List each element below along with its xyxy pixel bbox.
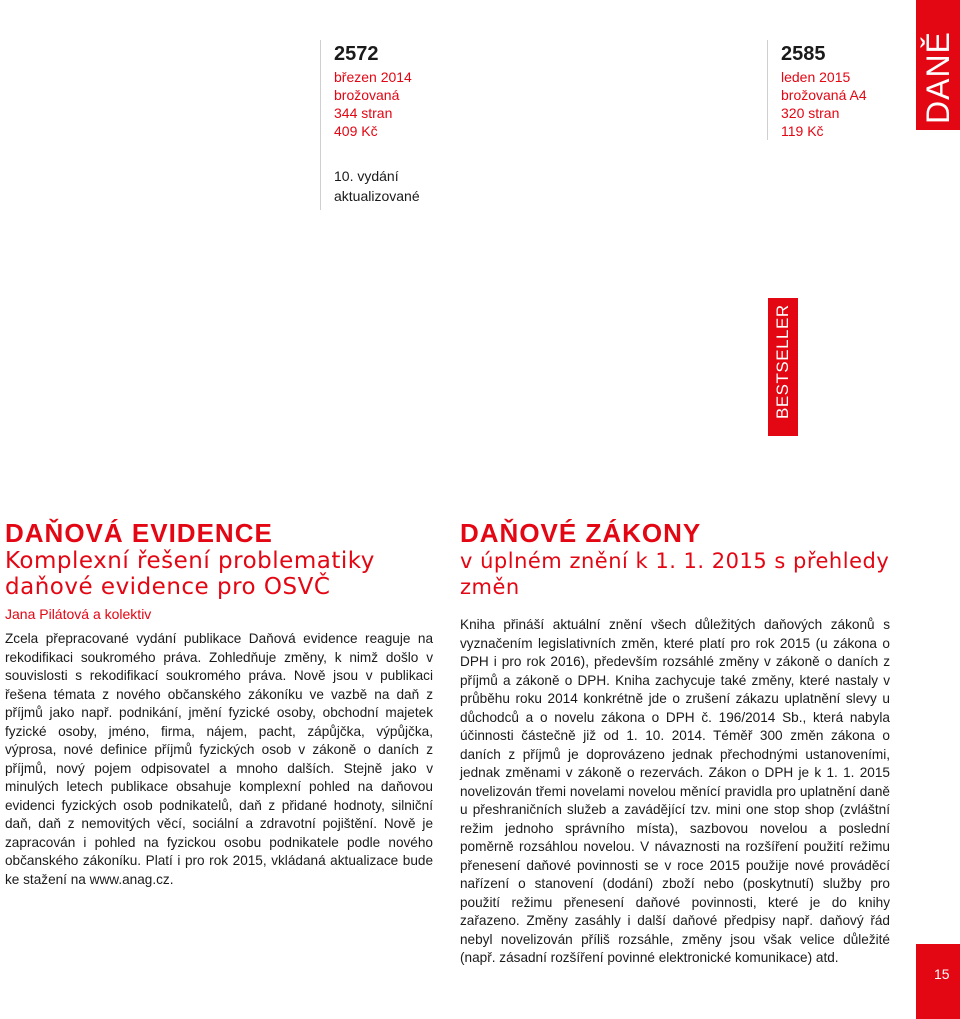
right-book-info: [781, 42, 911, 140]
left-book-subtitle-1: Komplexní řešení problematiky: [5, 548, 375, 574]
right-book-pages: 320 stran: [781, 105, 840, 121]
right-book-divider: [767, 40, 768, 140]
left-book-price: 409 Kč: [334, 123, 378, 139]
left-book-title: DAŇOVÁ EVIDENCE: [5, 518, 273, 548]
left-book-binding: brožovaná: [334, 87, 400, 103]
bestseller-label: BESTSELLER: [773, 304, 792, 419]
edition-line-1: 10. vydání: [334, 168, 399, 184]
left-book-number: 2572: [334, 43, 379, 65]
left-book-authors: Jana Pilátová a kolektiv: [5, 606, 152, 622]
page-number-block: [916, 944, 960, 1019]
right-book-title: DAŇOVÉ ZÁKONY: [460, 518, 702, 548]
right-book-subtitle: v úplném znění k 1. 1. 2015 s přehledy změn: [460, 549, 890, 599]
left-book-edition: [334, 166, 484, 206]
section-tab-label: DANĚ: [920, 31, 956, 124]
left-book-description: Zcela přepracované vydání publikace Daňová evidence reaguje na rekodifikaci soukromého práva. Zohledňuje změny, k nimž došlo v souvislosti s rekodifikací soukromého práva. Nově jsou v publikaci řešena témata z nového občanského zákoníku ve vazbě na daň z příjmů jako např. podnikání, jmění fyzické osoby, obchodní majetek fyzické osoby, jméno, firma, nájem, pacht, zápůjčka, výpůjčka, výprosa, nové definice příjmů fyzických osob v zákoně o daních z příjmů, nový pojem odpisovatel a mnoho dalších. Stejně jako v minulých letech publikace obsahuje komplexní pohled na daňovou evidenci fyzických osob podnikatelů, daň z přidané hodnoty, silniční daň, daň z nemovitých věcí, sociální a zdravotní pojištění. Nově je zapracován i pohled na fyzickou osobu podnikatele podle nového občanského zákoníku. Platí i pro rok 2015, vkládaná aktualizace bude ke stažení na www.anag.cz.: [5, 631, 433, 887]
bestseller-tab: [768, 298, 798, 436]
left-book-pages: 344 stran: [334, 105, 393, 121]
left-book-date: březen 2014: [334, 69, 412, 85]
left-book-info: [334, 42, 484, 140]
right-book-date: leden 2015: [781, 69, 851, 85]
right-book-price: 119 Kč: [781, 123, 824, 139]
left-book-divider: [320, 40, 321, 210]
section-tab-dane: [916, 0, 960, 130]
right-book-article: [460, 518, 890, 968]
right-book-description: Kniha přináší aktuální znění všech důležitých daňových zákonů s vyznačením legislativních změn, které platí pro rok 2015 (u zákona o DPH i pro rok 2016), především rozsáhlé změny v zákoně o daních z příjmů a zákoně o DPH. Kniha zachycuje také změny, které nastaly v průběhu roku 2014 konkrétně jde o zrušení zákazu uplatnění slevy u důchodců a o novelu zákona o DPH č. 196/2014 Sb., která nabyla účinnosti částečně již od 1. 10. 2014. Téměř 300 změn zákona o daních z příjmů je doprovázeno jednak přechodnými ustanoveními, jednak změnami v zákoně o rezervách. Zákon o DPH je k 1. 1. 2015 novelizován třemi novelami novelou měnící pravidla pro uplatnění daně u přeshraničních služeb a zavádějící tzv. mini one stop shop (zvláštní režim jednoho správního místa), sazbovou novelou a poslední poměrně rozsáhlou novelou. V návaznosti na rozšíření použití režimu přenesení daňové povinnosti se v roce 2015 použije nové prováděcí nařízení o stanovení (dodání) zboží nebo (poskytnutí) služby pro použití režimu přenesení daňové povinnosti, které je do knihy zařazeno. Změny zasáhly i další daňové předpisy např. daňový řád nebyl novelizován příliš rozsáhle, změny jsou však velice důležité (např. zásadní rozšíření povinné elektronické komunikace) atd.: [460, 617, 890, 965]
left-book-subtitle-2: daňové evidence pro OSVČ: [5, 574, 331, 600]
right-book-number: 2585: [781, 43, 826, 65]
edition-line-2: aktualizované: [334, 188, 420, 204]
page-number: 15: [934, 966, 950, 982]
left-book-article: [5, 518, 433, 889]
right-book-binding: brožovaná A4: [781, 87, 867, 103]
